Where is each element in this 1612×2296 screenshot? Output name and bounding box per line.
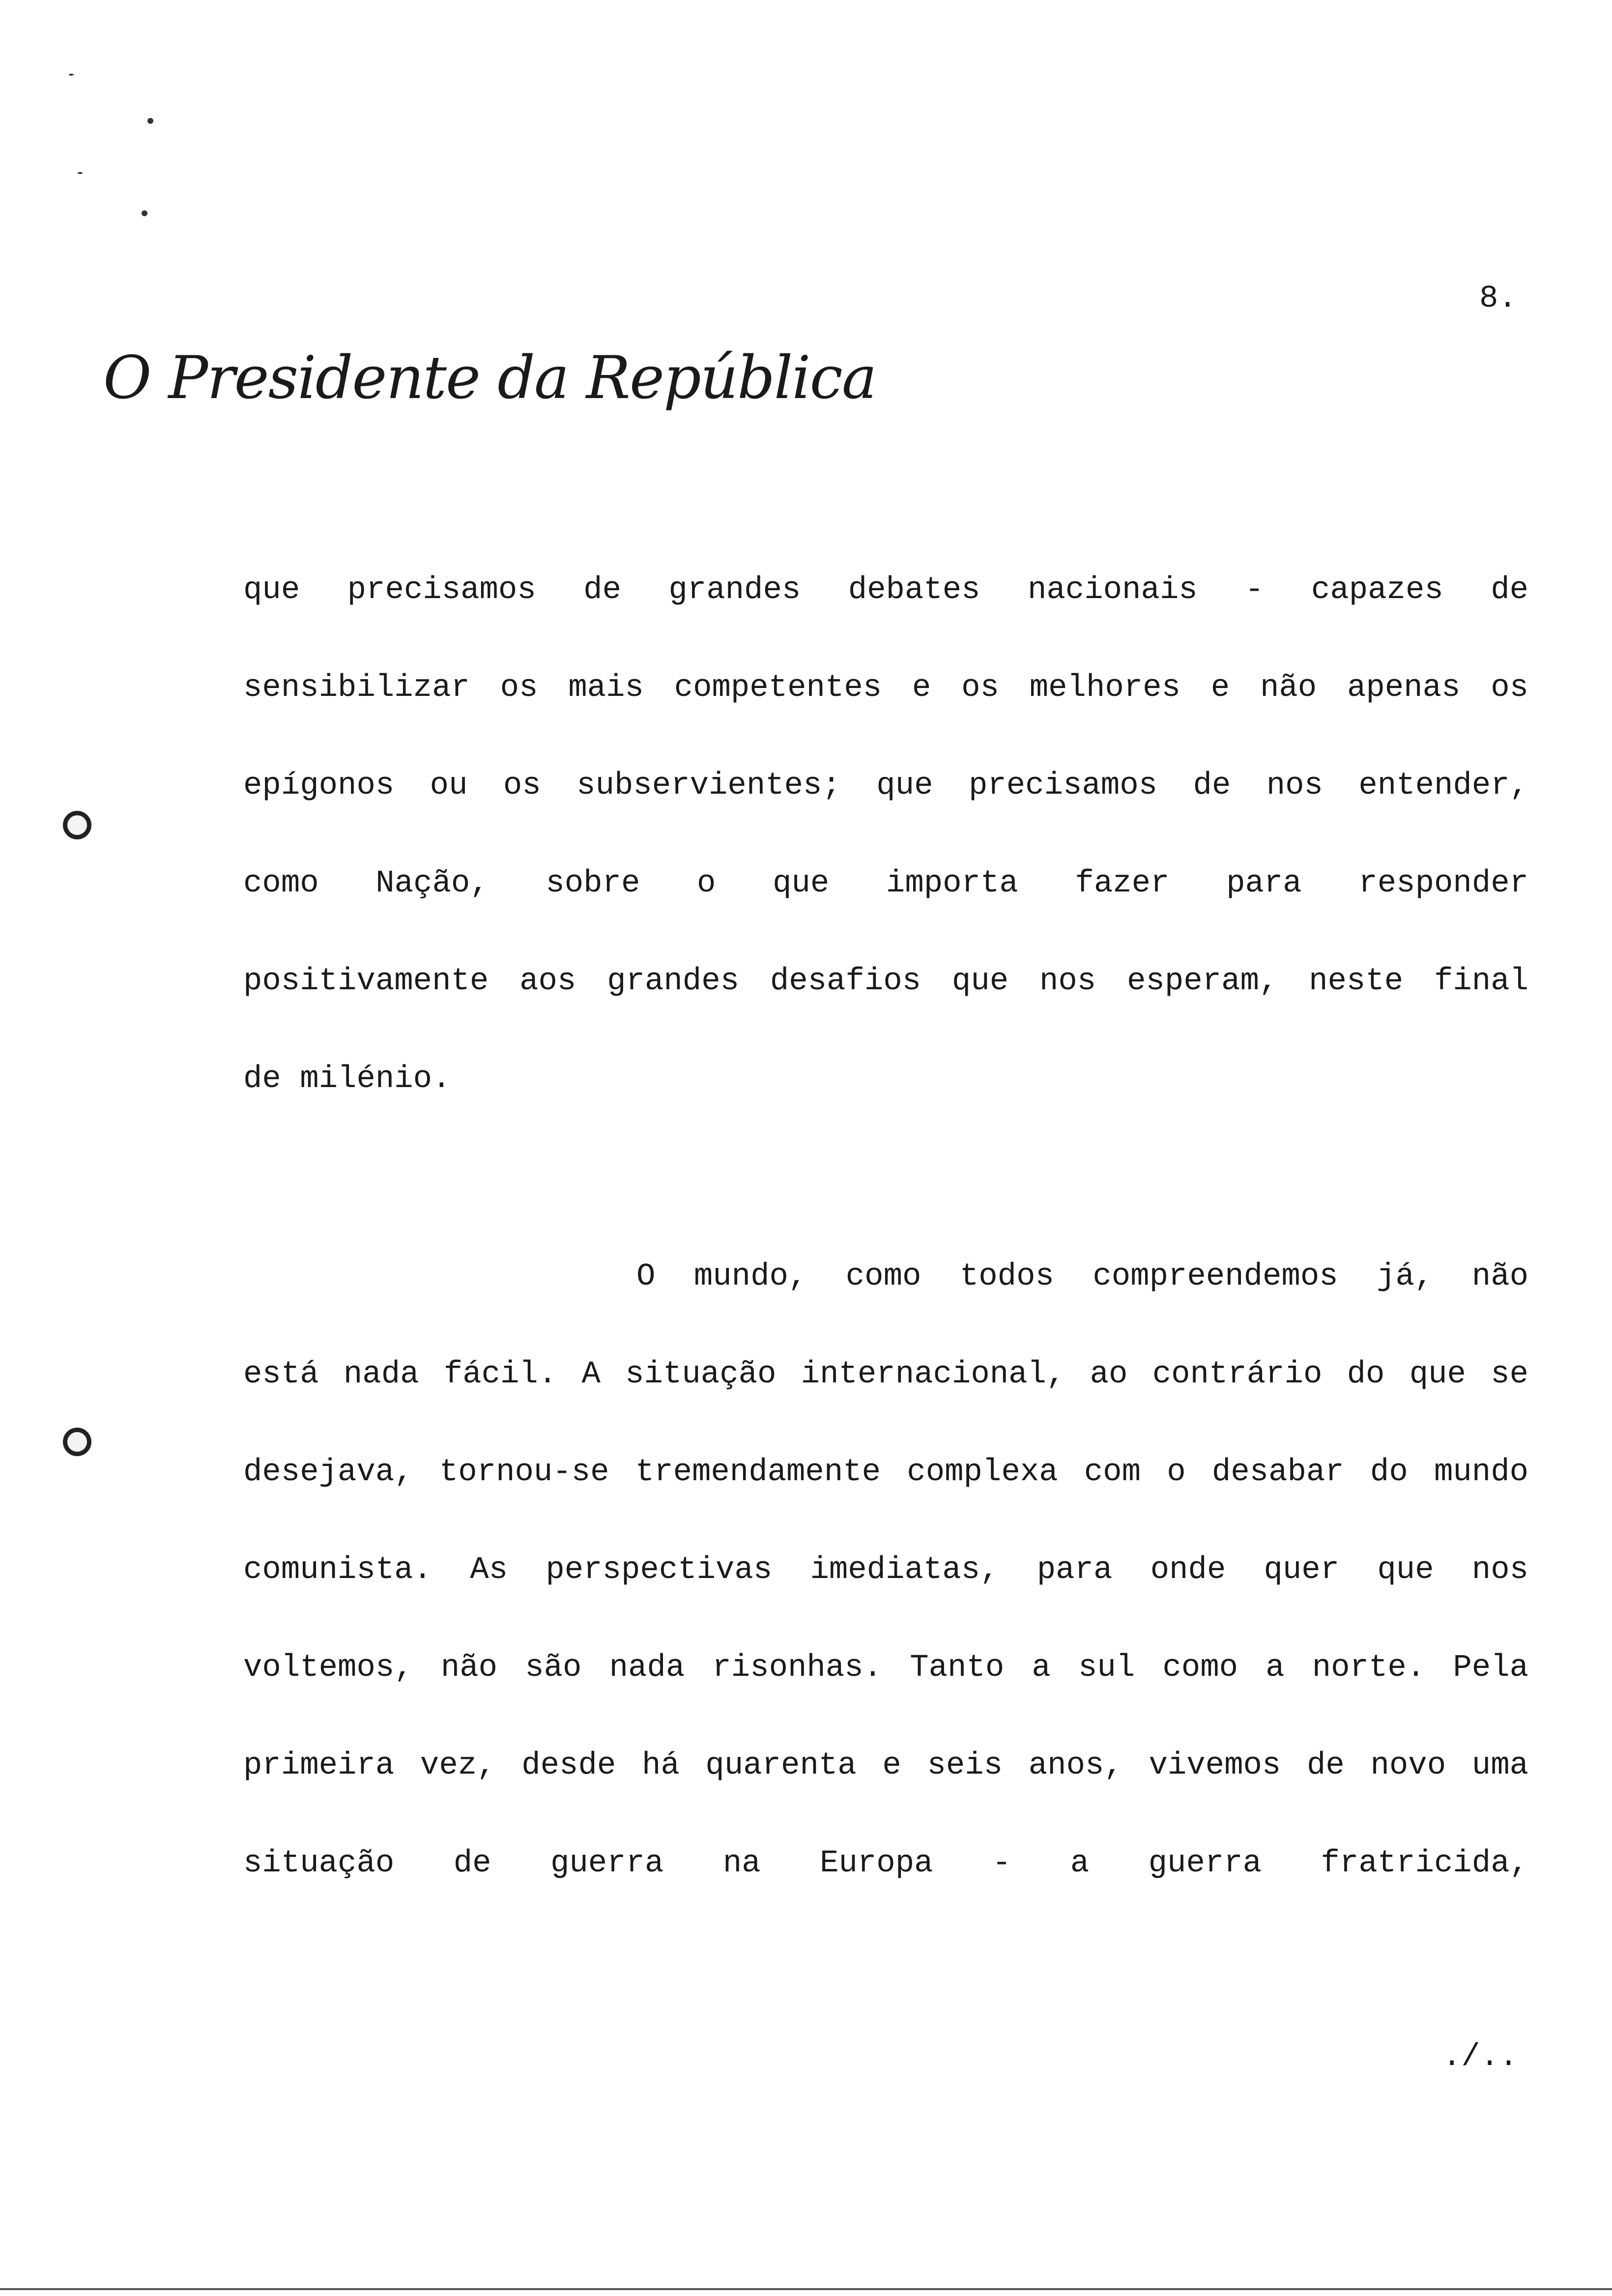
scan-speck bbox=[78, 172, 83, 174]
text-line: está nada fácil. A situação internacional, ao contrário do que se bbox=[243, 1358, 1528, 1391]
continuation-mark: ./.. bbox=[1442, 2039, 1518, 2075]
text-line: O mundo, como todos compreendemos já, não bbox=[636, 1261, 1528, 1293]
paragraph-1 bbox=[243, 574, 1528, 1161]
letterhead: O Presidente da República bbox=[103, 344, 876, 412]
text-line: comunista. As perspectivas imediatas, para onde quer que nos bbox=[243, 1554, 1528, 1586]
scan-speck bbox=[69, 74, 74, 76]
text-line: sensibilizar os mais competentes e os melhores e não apenas os bbox=[243, 672, 1528, 704]
text-line: positivamente aos grandes desafios que nos esperam, neste final bbox=[243, 965, 1528, 998]
scan-speck bbox=[147, 118, 153, 124]
text-line: de milénio. bbox=[243, 1063, 451, 1095]
scan-bottom-edge bbox=[0, 2288, 1612, 2290]
text-line: primeira vez, desde há quarenta e seis anos, vivemos de novo uma bbox=[243, 1750, 1528, 1782]
text-line: epígonos ou os subservientes; que precisamos de nos entender, bbox=[243, 770, 1528, 802]
punch-hole-icon bbox=[63, 1428, 91, 1456]
text-line: como Nação, sobre o que importa fazer para responder bbox=[243, 867, 1528, 900]
text-line: voltemos, não são nada risonhas. Tanto a sul como a norte. Pela bbox=[243, 1652, 1528, 1684]
punch-hole-icon bbox=[63, 811, 91, 839]
page-number: 8. bbox=[1479, 281, 1517, 316]
text-line: desejava, tornou-se tremendamente complexa com o desabar do mundo bbox=[243, 1456, 1528, 1489]
paragraph-2 bbox=[243, 1261, 1528, 1945]
scan-speck bbox=[142, 210, 147, 216]
text-line: que precisamos de grandes debates nacionais - capazes de bbox=[243, 574, 1528, 606]
text-line: situação de guerra na Europa - a guerra fratricida, bbox=[243, 1847, 1528, 1880]
